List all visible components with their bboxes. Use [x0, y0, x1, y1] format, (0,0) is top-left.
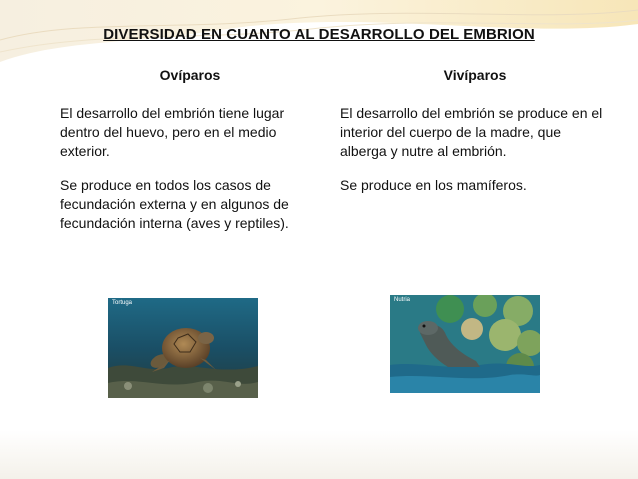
otter-illustration [390, 295, 540, 393]
otter-photo-label: Nutria [394, 297, 411, 303]
turtle-photo-label: Tortuga [112, 300, 133, 306]
slide-title: DIVERSIDAD EN CUANTO AL DESARROLLO DEL EMBRION [103, 26, 535, 43]
oviparos-heading: Ovíparos [159, 67, 221, 83]
otter-photo [390, 295, 540, 393]
turtle-photo [108, 298, 258, 398]
viviparos-paragraph-1: El desarrollo del embrión se produce en el interior del cuerpo de la madre, que alberga y nutre al embrión. [340, 105, 603, 159]
viviparos-heading: Vivíparos [443, 67, 507, 83]
oviparos-paragraph-1: El desarrollo del embrión tiene lugar dentro del huevo, pero en el medio exterior. [60, 105, 285, 159]
turtle-illustration [108, 298, 258, 398]
oviparos-paragraph-2: Se produce en todos los casos de fecundación externa y en algunos de fecundación interna (aves y reptiles). [60, 177, 289, 231]
viviparos-paragraph-2: Se produce en los mamíferos. [340, 177, 527, 193]
